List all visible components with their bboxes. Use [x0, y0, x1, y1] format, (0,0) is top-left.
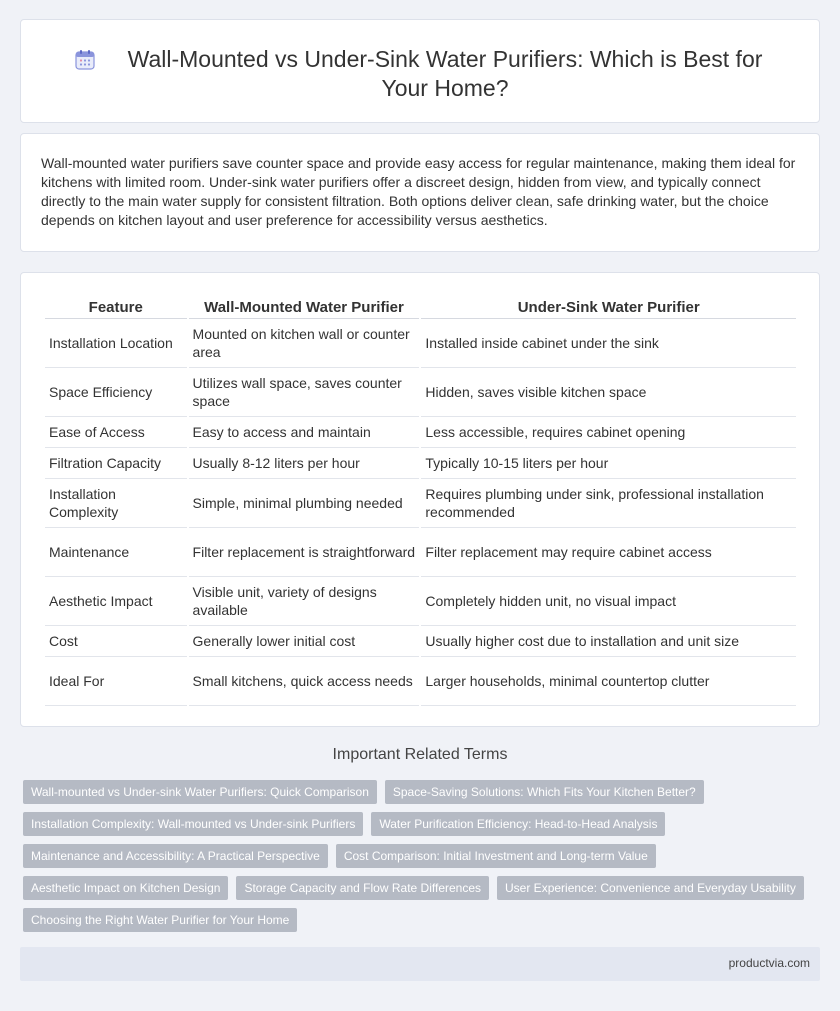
- table-row: [45, 319, 796, 368]
- intro-paragraph: Wall-mounted water purifiers save counter space and provide easy access for regular maintenance, making them ideal for kitchens with limited room. Under-sink water purifiers offer a discreet design, hidden from view, and typically connect directly to the main water supply for consistent filtration. Both options deliver clean, safe drinking water, but the choice depends on kitchen layout and user preference for accessibility versus aesthetics.: [41, 155, 796, 228]
- wall-mounted-cell: Filter replacement is straightforward: [189, 528, 420, 577]
- under-sink-cell: Requires plumbing under sink, professional installation recommended: [421, 479, 796, 528]
- footer-site-link[interactable]: productvia.com: [728, 956, 810, 970]
- comparison-table-card: [20, 272, 820, 727]
- under-sink-cell: Larger households, minimal countertop clutter: [421, 657, 796, 706]
- table-row: [45, 368, 796, 417]
- feature-cell: Space Efficiency: [45, 368, 187, 417]
- header-wall-mounted: Wall-Mounted Water Purifier: [189, 295, 420, 319]
- feature-cell: Filtration Capacity: [45, 448, 187, 479]
- feature-cell: Installation Location: [45, 319, 187, 368]
- wall-mounted-cell: Easy to access and maintain: [189, 417, 420, 448]
- table-row: [45, 417, 796, 448]
- table-row: [45, 577, 796, 626]
- under-sink-cell: Completely hidden unit, no visual impact: [421, 577, 796, 626]
- feature-cell: Installation Complexity: [45, 479, 187, 528]
- related-term-link[interactable]: Space-Saving Solutions: Which Fits Your Kitchen Better?: [385, 780, 704, 804]
- under-sink-cell: Usually higher cost due to installation and unit size: [421, 626, 796, 657]
- wall-mounted-cell: Visible unit, variety of designs available: [189, 577, 420, 626]
- related-term-link[interactable]: Maintenance and Accessibility: A Practical Perspective: [23, 844, 328, 868]
- under-sink-cell: Hidden, saves visible kitchen space: [421, 368, 796, 417]
- wall-mounted-cell: Generally lower initial cost: [189, 626, 420, 657]
- wall-mounted-cell: Small kitchens, quick access needs: [189, 657, 420, 706]
- wall-mounted-cell: Mounted on kitchen wall or counter area: [189, 319, 420, 368]
- table-row: [45, 626, 796, 657]
- related-term-link[interactable]: Wall-mounted vs Under-sink Water Purifiers: Quick Comparison: [23, 780, 377, 804]
- related-terms-heading: Important Related Terms: [332, 746, 508, 763]
- related-term-link[interactable]: User Experience: Convenience and Everyday Usability: [497, 876, 804, 900]
- related-term-link[interactable]: Aesthetic Impact on Kitchen Design: [23, 876, 228, 900]
- feature-cell: Maintenance: [45, 528, 187, 577]
- under-sink-cell: Less accessible, requires cabinet opening: [421, 417, 796, 448]
- related-term-link[interactable]: Installation Complexity: Wall-mounted vs Under-sink Purifiers: [23, 812, 363, 836]
- related-term-link[interactable]: Cost Comparison: Initial Investment and Long-term Value: [336, 844, 656, 868]
- footer: [20, 947, 820, 981]
- wall-mounted-cell: Simple, minimal plumbing needed: [189, 479, 420, 528]
- feature-cell: Ideal For: [45, 657, 187, 706]
- under-sink-cell: Installed inside cabinet under the sink: [421, 319, 796, 368]
- table-row: [45, 448, 796, 479]
- header-feature: Feature: [45, 295, 187, 319]
- table-header-row: [45, 295, 796, 319]
- feature-cell: Ease of Access: [45, 417, 187, 448]
- under-sink-cell: Filter replacement may require cabinet access: [421, 528, 796, 577]
- table-row: [45, 528, 796, 577]
- intro-card: [20, 133, 820, 252]
- related-term-link[interactable]: Storage Capacity and Flow Rate Differences: [236, 876, 489, 900]
- title-card: [20, 19, 820, 123]
- related-terms-list: [23, 780, 813, 932]
- table-row: [45, 479, 796, 528]
- feature-cell: Aesthetic Impact: [45, 577, 187, 626]
- related-term-link[interactable]: Choosing the Right Water Purifier for Your Home: [23, 908, 297, 932]
- table-row: [45, 657, 796, 706]
- under-sink-cell: Typically 10-15 liters per hour: [421, 448, 796, 479]
- comparison-table: [43, 295, 798, 706]
- wall-mounted-cell: Utilizes wall space, saves counter space: [189, 368, 420, 417]
- page-title: Wall-Mounted vs Under-Sink Water Purifiers: Which is Best for Your Home?: [127, 46, 763, 101]
- header-under-sink: Under-Sink Water Purifier: [421, 295, 796, 319]
- related-term-link[interactable]: Water Purification Efficiency: Head-to-Head Analysis: [371, 812, 665, 836]
- wall-mounted-cell: Usually 8-12 liters per hour: [189, 448, 420, 479]
- feature-cell: Cost: [45, 626, 187, 657]
